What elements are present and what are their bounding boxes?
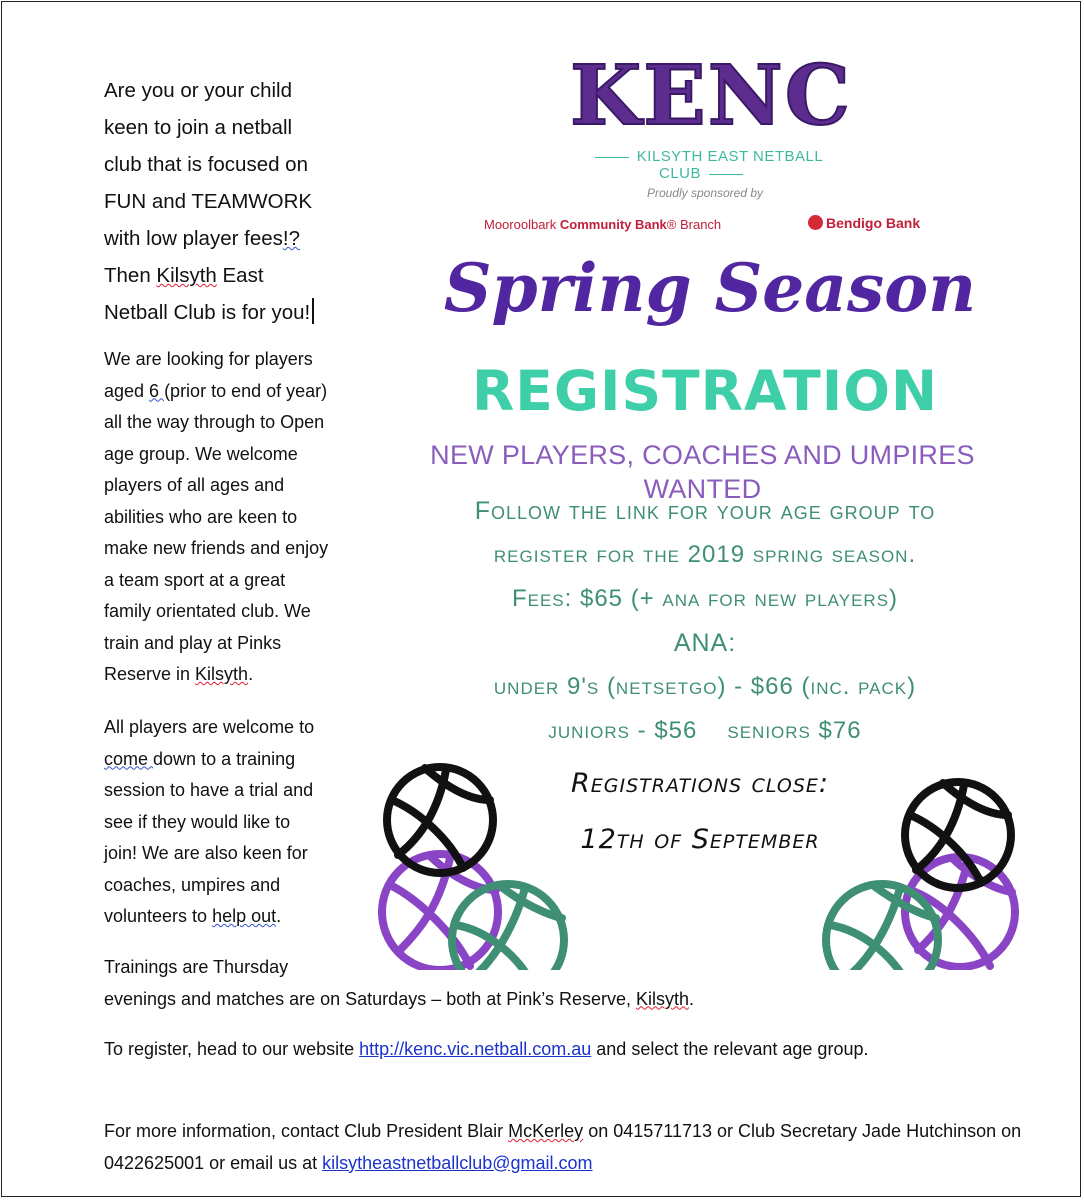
registration-heading: REGISTRATION xyxy=(471,359,939,423)
text-run: on 0415711713 or Club Secretary Jade Hutchinson on 0422625001 or email us at xyxy=(104,1121,1022,1173)
close-date: 12th of September xyxy=(580,824,820,855)
text-run: evenings and matches are on Saturdays – both at Pink’s Reserve, xyxy=(104,988,636,1009)
text-run: down to a training xyxy=(153,748,296,769)
under9-fee: under 9's (netsetgo) - $66 (inc. pack) xyxy=(493,673,917,700)
text-run: help out xyxy=(212,906,277,926)
text-line: all the way through to Open xyxy=(104,412,325,432)
text-line: We are looking for players xyxy=(104,349,313,369)
seniors-fee: seniors $76 xyxy=(727,717,862,744)
text-run: (prior to end of year) xyxy=(164,380,328,401)
text-run: Netball Club is for you! xyxy=(104,301,311,324)
fees-line: Fees: $65 (+ ana for new players) xyxy=(511,585,899,612)
green-ball-icon xyxy=(452,884,564,996)
email-link[interactable]: kilsytheastnetballclub@gmail.com xyxy=(322,1152,593,1173)
text-run: Kilsyth xyxy=(156,264,217,287)
club-name-text: KILSYTH EAST NETBALL CLUB xyxy=(636,148,824,182)
text-run: !? xyxy=(282,227,300,250)
text-run: . xyxy=(689,988,695,1009)
text-line: age group. We welcome xyxy=(104,443,298,464)
text-run: come xyxy=(104,748,154,769)
text-run: Reserve in xyxy=(104,664,196,684)
text-run: East xyxy=(216,264,264,287)
text-run: McKerley xyxy=(508,1121,584,1141)
text-line: coaches, umpires and xyxy=(104,874,281,895)
intro-line: keen to join a netball xyxy=(104,116,293,139)
follow-line: Follow the link for your age group to xyxy=(474,497,936,525)
text-run: Community Bank xyxy=(559,217,667,232)
text-run: To register, head to our website xyxy=(104,1039,360,1059)
intro-line: club that is focused on xyxy=(104,153,308,176)
text-line: session to have a trial and xyxy=(104,780,314,800)
text-run: . xyxy=(248,664,254,684)
text-run: Kilsyth xyxy=(195,664,249,684)
text-line: Trainings are Thursday xyxy=(104,957,289,977)
text-line: join! We are also keen for xyxy=(104,843,308,863)
text-run: with low player fees xyxy=(104,227,283,250)
season-heading: Spring Season xyxy=(443,249,977,327)
text-line: see if they would like to xyxy=(104,811,291,832)
sponsor-label: Proudly sponsored by xyxy=(646,186,764,200)
text-line: a team sport at a great xyxy=(104,569,286,590)
black-ball-icon xyxy=(905,782,1011,888)
left-balls xyxy=(382,767,564,996)
text-run: Bendigo Bank xyxy=(826,215,921,231)
text-line: family orientated club. We xyxy=(104,601,311,621)
text-run: . xyxy=(276,906,282,926)
right-balls xyxy=(826,782,1015,996)
text-run: Kilsyth xyxy=(635,988,689,1009)
intro-line: FUN and TEAMWORK xyxy=(104,190,313,213)
text-run: aged xyxy=(104,380,150,401)
text-line: make new friends and enjoy xyxy=(104,538,329,558)
intro-line: Are you or your child xyxy=(104,79,293,102)
text-run: ® Branch xyxy=(666,217,722,232)
juniors-fee: juniors - $56 xyxy=(548,717,698,744)
text-run: and select the relevant age group. xyxy=(591,1039,869,1059)
website-link[interactable]: http://kenc.vic.netball.com.au xyxy=(359,1039,592,1059)
green-ball-icon xyxy=(826,884,938,996)
ana-label: ANA: xyxy=(673,629,737,657)
follow-line: register for the 2019 spring season. xyxy=(493,541,917,568)
text-line: abilities who are keen to xyxy=(104,506,298,527)
text-run: Then xyxy=(104,264,157,287)
text-line: players of all ages and xyxy=(104,475,285,495)
text-run: Mooroolbark xyxy=(484,217,560,232)
text-line: train and play at Pinks xyxy=(104,632,282,653)
close-label: Registrations close: xyxy=(571,768,829,799)
text-run: For more information, contact Club President Blair xyxy=(104,1121,509,1141)
text-line: All players are welcome to xyxy=(104,717,315,737)
text-run: 6 xyxy=(149,380,165,401)
text-run: volunteers to xyxy=(104,906,213,926)
wanted-line: NEW PLAYERS, COACHES AND UMPIRES WANTED xyxy=(430,440,975,504)
kenc-logo: KENC xyxy=(570,48,852,144)
